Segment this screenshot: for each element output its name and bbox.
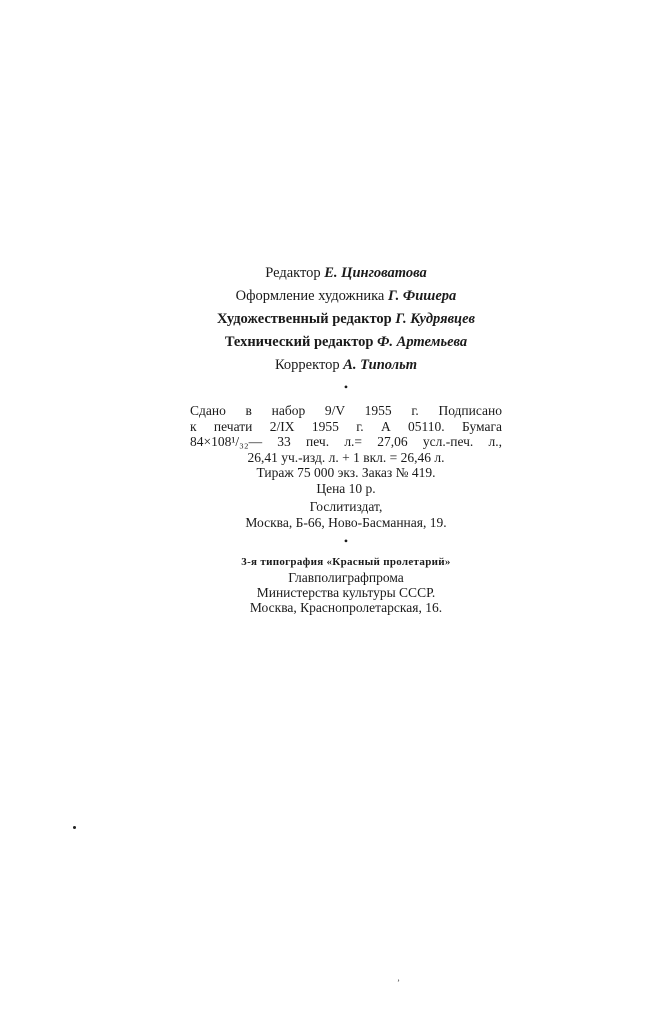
printer-block xyxy=(190,555,502,615)
production-line: 84×108¹/₃₂— 33 печ. л.= 27,06 усл.-печ. л., xyxy=(190,434,502,449)
printer-address: Москва, Краснопролетарская, 16. xyxy=(249,600,443,615)
staff-name: Г. Фишера xyxy=(387,288,457,304)
production-details xyxy=(190,403,502,496)
staff-role: Художественный редактор xyxy=(216,311,392,327)
staff-name: Г. Кудрявцев xyxy=(395,311,476,327)
publisher-block xyxy=(190,499,502,531)
publisher-address: Москва, Б-66, Ново-Басманная, 19. xyxy=(245,515,447,530)
printer-line: Главполиграфпрома xyxy=(288,570,404,585)
staff-proofreader xyxy=(190,354,502,377)
stray-mark: ’ xyxy=(397,978,400,988)
print-run-line: Тираж 75 000 экз. Заказ № 419. xyxy=(256,465,436,480)
staff-name: Ф. Артемьева xyxy=(377,334,468,350)
staff-editor xyxy=(190,262,502,285)
production-line: 26,41 уч.-изд. л. + 1 вкл. = 26,46 л. xyxy=(247,449,445,465)
staff-name: Е. Цинговатова xyxy=(324,265,427,281)
imprint-block xyxy=(190,262,502,615)
stray-dot xyxy=(73,826,76,829)
separator-bullet: • xyxy=(343,380,349,394)
price-line: Цена 10 р. xyxy=(316,480,376,496)
staff-role: Оформление художника xyxy=(235,288,385,304)
separator-bullet: • xyxy=(343,534,349,548)
staff-tech-editor xyxy=(190,331,502,354)
staff-name: А. Типольт xyxy=(343,357,418,373)
publisher-name: Гослитиздат, xyxy=(309,499,383,514)
production-line: Сдано в набор 9/V 1955 г. Подписано xyxy=(190,403,502,418)
printer-name: 3-я типография «Красный пролетарий» xyxy=(241,556,451,568)
staff-art-editor xyxy=(190,308,502,331)
printer-line: Министерства культуры СССР. xyxy=(256,585,436,600)
staff-role: Технический редактор xyxy=(224,334,374,350)
staff-role: Корректор xyxy=(274,357,340,373)
production-line: к печати 2/IX 1955 г. А 05110. Бумага xyxy=(190,418,502,434)
staff-designer xyxy=(190,285,502,308)
staff-role: Редактор xyxy=(265,265,321,281)
